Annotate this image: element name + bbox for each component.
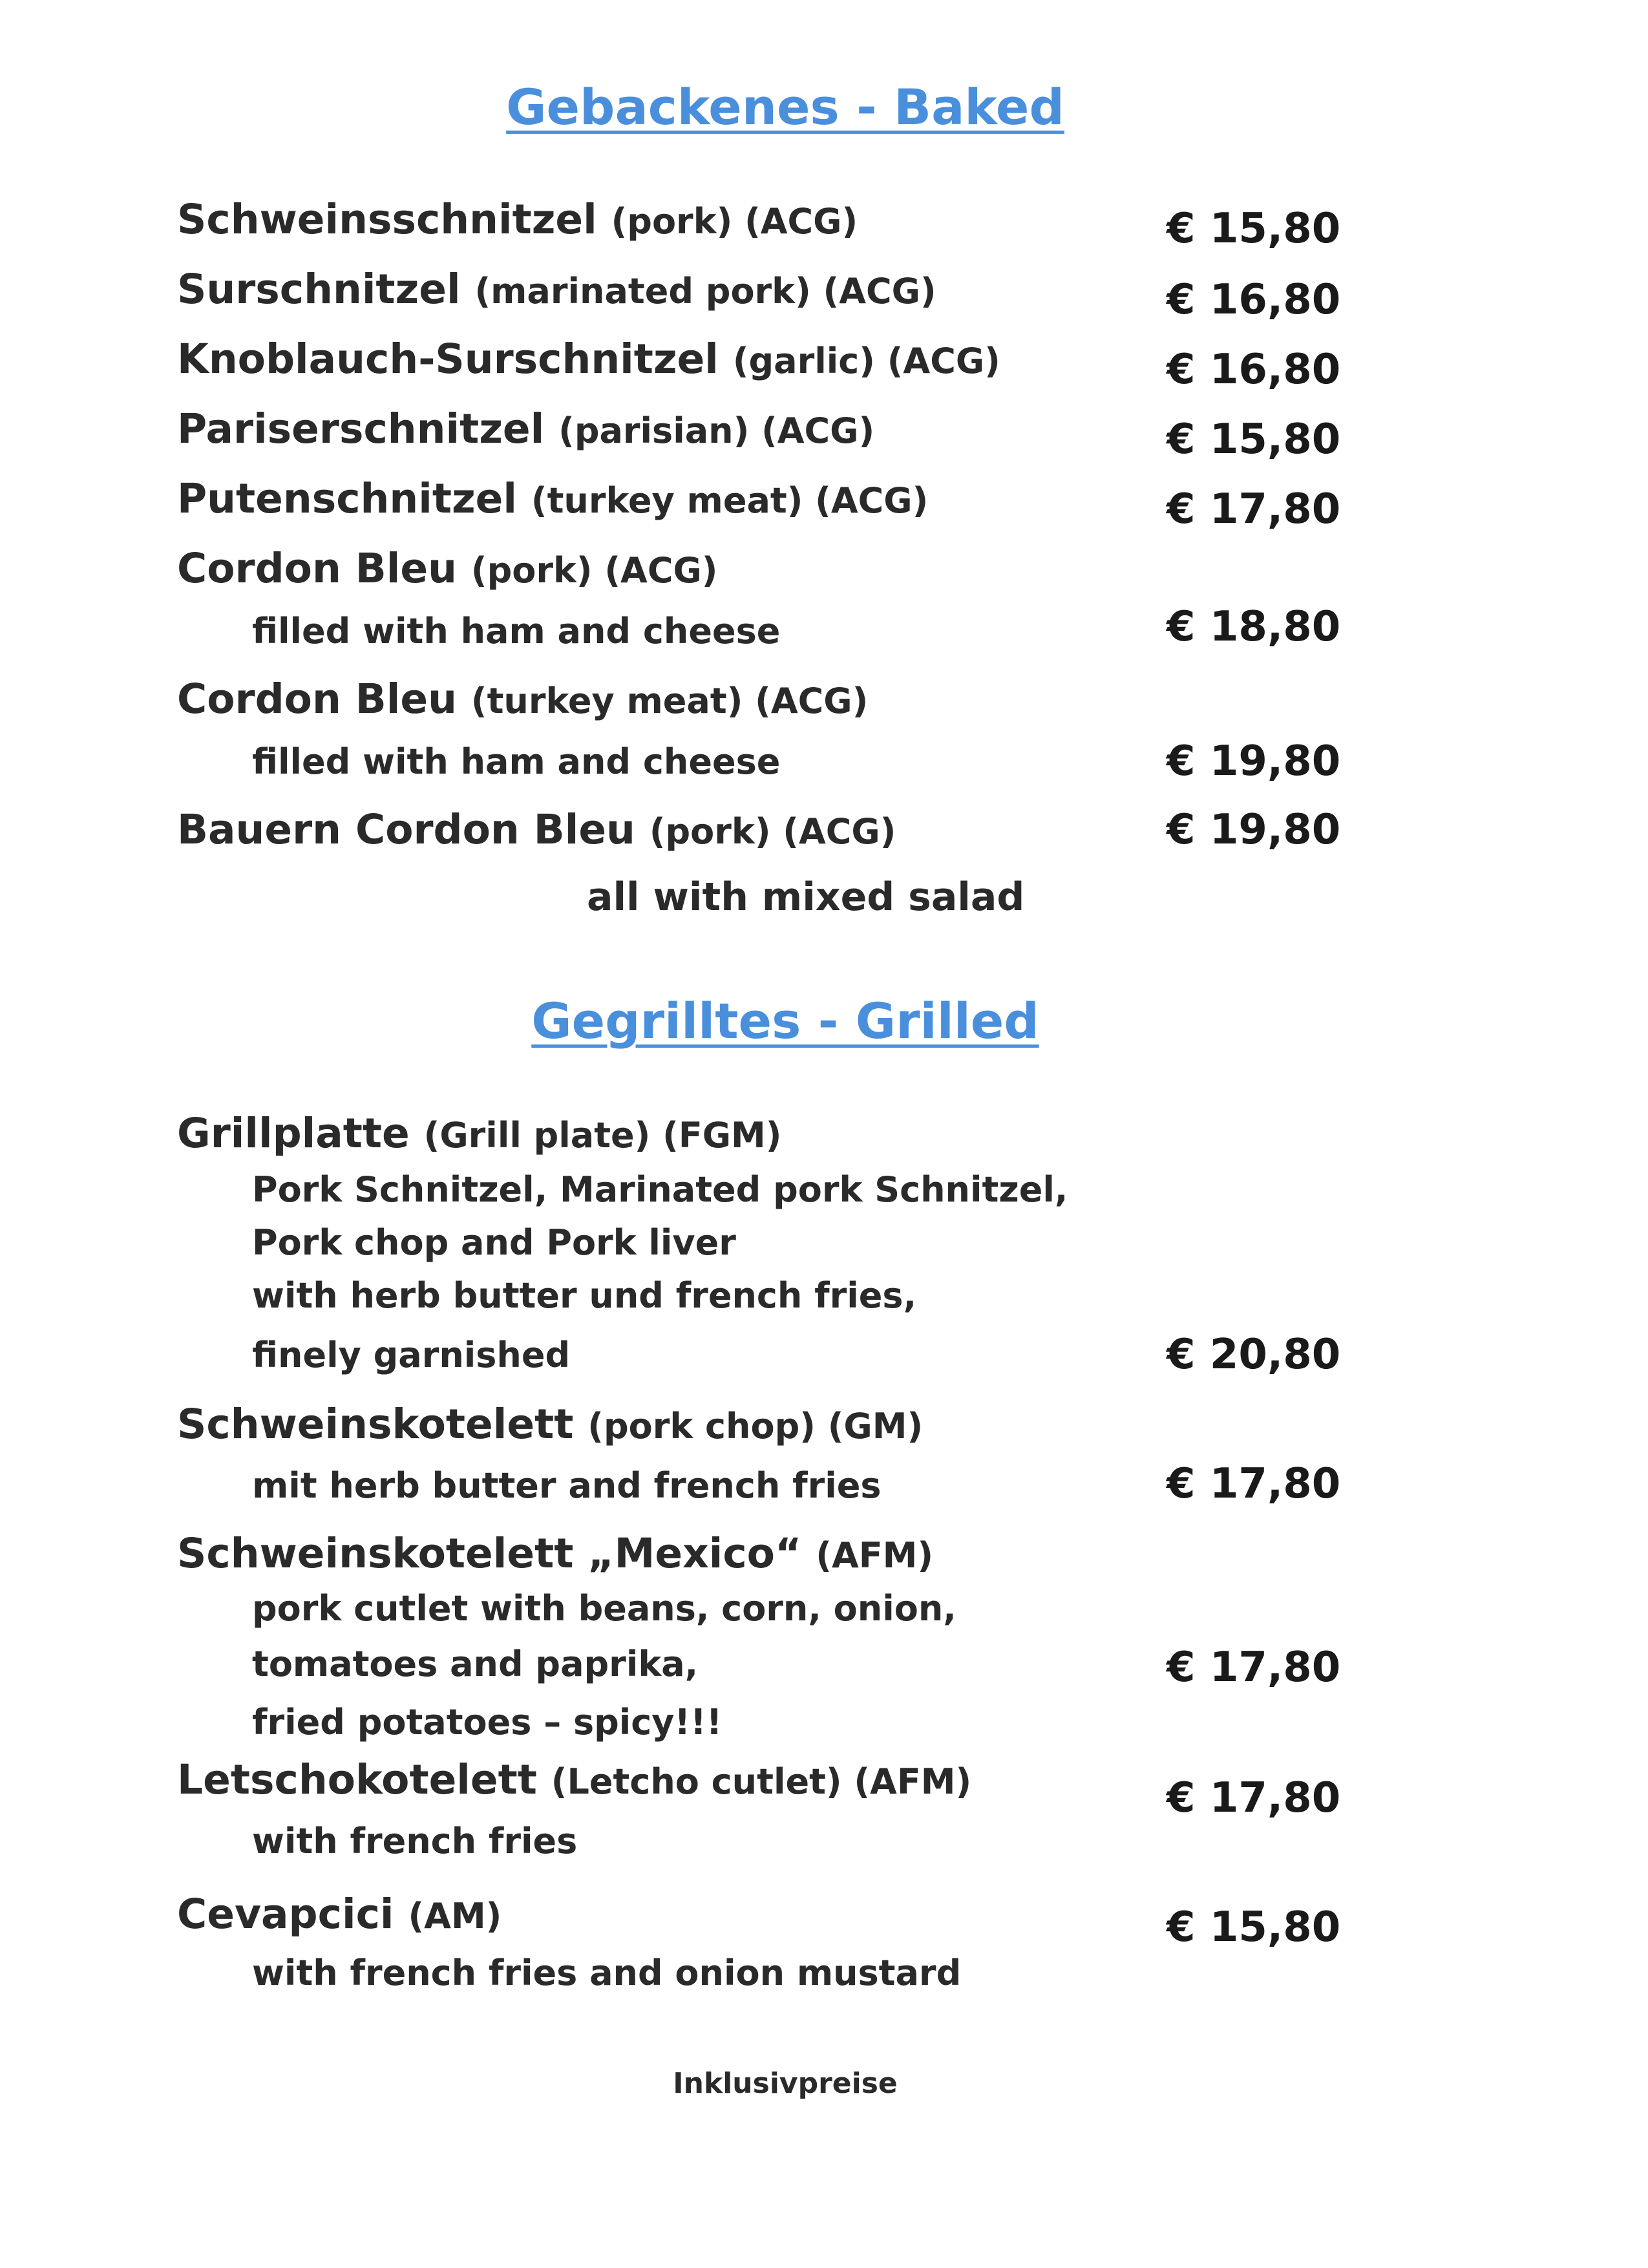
item-price: € 17,80 — [1167, 1460, 1341, 1508]
item-price: € 17,80 — [1167, 1644, 1341, 1691]
item-price: € 15,80 — [1167, 1903, 1341, 1951]
item-title: Putenschnitzel — [177, 475, 517, 522]
menu-item-name — [177, 1891, 502, 1938]
section-footnote: all with mixed salad — [587, 874, 1025, 920]
item-title: Letschokotelett — [177, 1756, 537, 1803]
item-title: Schweinsschnitzel — [177, 196, 597, 243]
item-title: Schweinskotelett — [177, 1401, 574, 1448]
item-title: Surschnitzel — [177, 266, 461, 313]
menu-item-name — [177, 806, 896, 853]
item-description: fried potatoes – spicy!!! — [252, 1702, 723, 1743]
item-price: € 15,80 — [1167, 205, 1341, 253]
item-title: Cordon Bleu — [177, 545, 457, 592]
menu-item-name — [177, 266, 936, 313]
item-price: € 16,80 — [1167, 346, 1341, 394]
item-price: € 16,80 — [1167, 276, 1341, 324]
item-note: (pork) (ACG) — [470, 550, 718, 591]
item-price: € 15,80 — [1167, 416, 1341, 463]
item-price: € 19,80 — [1167, 806, 1341, 854]
item-price: € 17,80 — [1167, 485, 1341, 533]
item-description: filled with ham and cheese — [252, 741, 781, 782]
item-title: Pariserschnitzel — [177, 405, 545, 452]
menu-item-name — [177, 1401, 924, 1448]
item-note: (turkey meat) (ACG) — [531, 480, 929, 521]
item-note: (pork) (ACG) — [611, 201, 858, 242]
item-note: (turkey meat) (ACG) — [470, 681, 869, 721]
item-title: Knoblauch-Surschnitzel — [177, 335, 719, 383]
menu-item-name — [177, 475, 929, 522]
item-title: Grillplatte — [177, 1110, 410, 1157]
item-title: Cordon Bleu — [177, 675, 457, 723]
menu-item-name — [177, 335, 1000, 383]
item-description: pork cutlet with beans, corn, onion, — [252, 1588, 956, 1629]
item-note: (AFM) — [816, 1535, 934, 1576]
item-description: mit herb butter and french fries — [252, 1465, 882, 1506]
item-description: with french fries — [252, 1821, 578, 1861]
item-description: filled with ham and cheese — [252, 611, 781, 652]
menu-item-name — [177, 405, 875, 452]
item-description: tomatoes and paprika, — [252, 1644, 699, 1684]
menu-item-name — [177, 675, 869, 723]
menu-item-name — [177, 196, 858, 243]
item-description: Pork Schnitzel, Marinated pork Schnitzel, — [252, 1169, 1068, 1210]
item-title: Schweinskotelett „Mexico“ — [177, 1530, 802, 1577]
item-note: (pork chop) (GM) — [587, 1406, 924, 1447]
item-description: Pork chop and Pork liver — [252, 1222, 736, 1263]
item-note: (garlic) (ACG) — [732, 341, 1000, 381]
item-price: € 19,80 — [1167, 737, 1341, 785]
item-note: (Letcho cutlet) (AFM) — [551, 1761, 972, 1802]
menu-item-name — [177, 1530, 934, 1577]
item-note: (pork) (ACG) — [649, 811, 896, 852]
item-price: € 18,80 — [1167, 603, 1341, 651]
item-title: Bauern Cordon Bleu — [177, 806, 635, 853]
item-price: € 20,80 — [1167, 1331, 1341, 1379]
item-note: (parisian) (ACG) — [558, 410, 875, 451]
menu-item-name — [177, 545, 718, 592]
item-title: Cevapcici — [177, 1891, 394, 1938]
item-note: (Grill plate) (FGM) — [423, 1115, 782, 1156]
item-description: with french fries and onion mustard — [252, 1953, 962, 1993]
section-title-baked: Gebackenes - Baked — [506, 78, 1064, 136]
menu-item-name — [177, 1756, 972, 1803]
item-note: (AM) — [408, 1896, 502, 1936]
section-title-grilled: Gegrilltes - Grilled — [531, 992, 1039, 1050]
item-price: € 17,80 — [1167, 1774, 1341, 1822]
item-description: finely garnished — [252, 1335, 571, 1375]
menu-item-name — [177, 1110, 782, 1157]
item-note: (marinated pork) (ACG) — [474, 271, 936, 312]
item-description: with herb butter und french fries, — [252, 1275, 917, 1316]
footer-note: Inklusivpreise — [673, 2067, 898, 2100]
